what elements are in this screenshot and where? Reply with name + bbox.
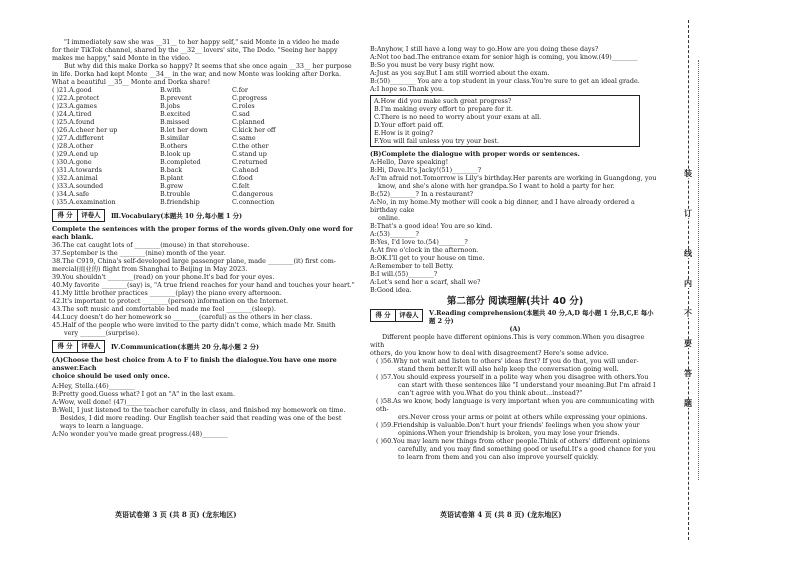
reading-item: opinions.When your friendship is broken, you may lose your friends. (398, 429, 620, 437)
reading-item: to learn from them and you can also improve yourself quickly. (398, 453, 599, 461)
reading-items (370, 357, 660, 461)
option-number-a: ( )31.A.towards (52, 166, 102, 174)
choice-box (370, 95, 640, 147)
reading-item: can start with these sentences like "I understand your meaning.But I'm afraid I (398, 381, 656, 389)
margin-char: 要 (679, 340, 697, 348)
vocab-item: mercial(商业的) flight from Shanghai to Beijing in May 2023. (52, 265, 248, 273)
option-row (52, 142, 357, 150)
margin-char: 答 (679, 370, 697, 378)
option-c: C.dangerous (232, 190, 273, 198)
option-row (52, 174, 357, 182)
vocab-item: 43.The soft music and comfortable bed made me feel ________(sleep). (52, 305, 276, 313)
part-title: 第二部分 阅读理解(共计 40 分) (446, 296, 584, 307)
reading-item: stand them better.It will also help keep the conversation going well. (398, 365, 619, 373)
choice-option: C.There is no need to worry about your exam at all. (374, 113, 542, 121)
vocab-item: 38.The C919, China's self-developed large passenger plane, made ________(it) first com- (52, 257, 336, 265)
choice-option: A.How did you make such great progress? (374, 97, 512, 105)
reading-item: ( )60.You may learn new things from other people.Think of others' different opinions (376, 437, 650, 445)
grader-label: 评卷人 (81, 211, 101, 219)
score-label: 得 分 (53, 210, 78, 221)
dialogue-line: A:I hope so.Thank you. (370, 85, 445, 93)
option-c: C.the other (232, 142, 269, 150)
comm-instruction: (A)Choose the best choice from A to F to finish the dialogue.You have one more answer.Each (52, 356, 337, 372)
dialogue-line: B:That's a good idea! You are so kind. (370, 222, 493, 230)
option-number-a: ( )28.A.other (52, 142, 94, 150)
vocab-header (52, 206, 357, 225)
vocab-item: 40.My favorite ________(say) is, "A true friend reaches for your hand and touches your heart." (52, 281, 355, 289)
reading-item: carefully, and you may find something good or useful.It's a good chance for you (398, 445, 656, 453)
option-b: B.look up (160, 150, 191, 158)
option-c: C.connection (232, 198, 275, 206)
option-c: C.roles (232, 102, 255, 110)
dialogue-line: A:Hello, Dave speaking! (370, 158, 449, 166)
binding-margin (668, 20, 708, 540)
vocab-item: 44.Lucy doesn't do her homework so ________(careful) as the others in her class. (52, 313, 313, 321)
cloze-options (52, 86, 357, 206)
option-row (52, 118, 357, 126)
margin-char: 不 (679, 310, 697, 318)
option-b: B.back (160, 166, 183, 174)
passage-line: in life. Dorka had kept Monte __34__ in the war, and now Monte was looking after Dorka. (52, 70, 342, 78)
vocab-item: 41.My little brother practices ________(play) the piano every afternoon. (52, 289, 282, 297)
vocab-item: 37.September is the ________(nine) month of the year. (52, 249, 226, 257)
option-number-a: ( )26.A.cheer her up (52, 126, 118, 134)
dialogue-line: B:Well, I just listened to the teacher carefully in class, and finished my homework on time. (52, 406, 346, 414)
option-b: B.similar (160, 134, 190, 142)
grader-label: 评卷人 (81, 342, 101, 350)
dialogue-b-instruction: (B)Complete the dialogue with proper words or sentences. (370, 150, 580, 158)
dialogue-line: A:Not too bad.The entrance exam for senior high is coming, you know.(49)________ (370, 53, 638, 61)
option-number-a: ( )23.A.games (52, 102, 97, 110)
dialogue-line: B:So you must be very busy right now. (370, 61, 495, 69)
dialogue-line: A:I'm afraid not.Tomorrow is Lily's birthday.Her parents are working in Guangdong, you (370, 174, 657, 182)
score-label: 得 分 (53, 341, 78, 352)
option-c: C.same (232, 134, 256, 142)
left-page (52, 38, 357, 438)
option-c: C.for (232, 86, 248, 94)
dialogue-line: B:Pretty good.Guess what? I got an "A" in the last exam. (52, 390, 235, 398)
dialogue-line: online. (378, 214, 400, 222)
dialogue-line: B:Hi, Dave.It's Jacky!(51)________? (370, 166, 482, 174)
reading-item: ( )59.Friendship is valuable.Don't hurt your friends' feelings when you show your (376, 421, 640, 429)
reading-item: ( )57.You should express yourself in a polite way when you disagree with others.You (376, 373, 649, 381)
option-number-a: ( )25.A.found (52, 118, 95, 126)
option-b: B.friendship (160, 198, 200, 206)
option-b: B.grew (160, 182, 184, 190)
option-row (52, 166, 357, 174)
option-row (52, 182, 357, 190)
choice-option: B.I'm making every effort to prepare for it. (374, 105, 513, 113)
dialogue-line: A:(53)________? (370, 230, 419, 238)
option-number-a: ( )35.A.examination (52, 198, 116, 206)
vocab-item: 36.The cat caught lots of ________(mouse) in that storehouse. (52, 241, 250, 249)
passage-line: for their TikTok channel, shared by the __32__ lovers' site, The Dodo. "Seeing her happy (52, 46, 338, 54)
dialogue-line: B:I will.(55)________? (370, 270, 438, 278)
option-row (52, 198, 357, 206)
comm-header (52, 337, 357, 356)
dialogue-line: A:Hey, Stella.(46)________ (52, 382, 135, 390)
dialogue-line: B:(50)________ You are a top student in your class.You're sure to get an ideal grade. (370, 77, 640, 85)
passage-line: makes me happy," said Monte in the video. (52, 54, 191, 62)
dialogue-line: B:(52)________? In a restaurant? (370, 190, 474, 198)
option-number-a: ( )22.A.protect (52, 94, 100, 102)
reading-item: ( )56.Why not wait and listen to others' ideas first? If you do that, you will under- (376, 357, 639, 365)
dialogue-line: A:Just as you say.But I am still worried about the exam. (370, 69, 550, 77)
right-page (370, 45, 660, 461)
option-c: C.stand up (232, 150, 267, 158)
option-b: B.excited (160, 110, 191, 118)
vocab-item: 39.You shouldn't ________(read) on your phone.It's bad for your eyes. (52, 273, 275, 281)
option-number-a: ( )29.A.end up (52, 150, 99, 158)
option-row (52, 102, 357, 110)
margin-char: 订 (679, 210, 697, 218)
option-row (52, 134, 357, 142)
passage-line: What a beautiful __35__ Monte and Dorka share! (52, 78, 211, 86)
reading-heading: Ⅴ.Reading comprehension(本题共 40 分,A,D 每小题 1 分,B,C,E 每小题 2 分) (429, 309, 654, 325)
vocab-item: 42.It's important to protect ________(person) information on the Internet. (52, 297, 289, 305)
option-c: C.ahead (232, 166, 259, 174)
option-number-a: ( )24.A.tired (52, 110, 92, 118)
option-row (52, 110, 357, 118)
dialogue-line: A:No, in my home.My mother will cook a big dinner, and I have already ordered a birthday cake (370, 198, 635, 214)
dialogue-line: A:Remember to tell Betty. (370, 262, 454, 270)
score-label: 得 分 (371, 310, 396, 321)
option-row (52, 150, 357, 158)
option-c: C.planned (232, 118, 265, 126)
section-a-label: (A) (509, 325, 521, 333)
passage-line: But why did this make Dorka so happy? It seems that she once again __33__ her purpose (64, 62, 352, 70)
option-number-a: ( )21.A.good (52, 86, 92, 94)
option-c: C.food (232, 174, 253, 182)
dialogue-b (370, 158, 660, 294)
option-b: B.plant (160, 174, 184, 182)
option-b: B.with (160, 86, 181, 94)
vocab-instruction: Complete the sentences with the proper forms of the words given.Only one word for each blank. (52, 225, 353, 241)
margin-char: 装 (679, 170, 697, 178)
reading-item: ers.Never cross your arms or point at others while expressing your opinions. (398, 413, 648, 421)
page-footer-right: 英语试卷第 4 页 (共 8 页) (龙东地区) (440, 510, 562, 519)
vocab-items (52, 241, 357, 337)
comm-dialogue (52, 382, 357, 438)
option-number-a: ( )34.A.safe (52, 190, 90, 198)
margin-char: 内 (679, 280, 697, 288)
reading-item: can't agree with you.What do you think about...instead?" (398, 389, 583, 397)
option-row (52, 94, 357, 102)
dialogue-line: Besides, I did more reading. Our English teacher said that reading was one of the best (60, 414, 342, 422)
vocab-heading: Ⅲ.Vocabulary(本题共 10 分,每小题 1 分) (111, 211, 243, 220)
option-number-a: ( )30.A.gone (52, 158, 92, 166)
dialogue-line: A:No wonder you've made great progress.(48)________ (52, 430, 228, 438)
option-b: B.jobs (160, 102, 180, 110)
comm-heading: Ⅳ.Communication(本题共 20 分,每小题 2 分) (111, 342, 260, 351)
dialogue-line: ways to learn a language. (60, 422, 144, 430)
option-b: B.let her down (160, 126, 208, 134)
dialogue-line: know, and she's alone with her grandpa.So I want to hold a party for her. (378, 182, 615, 190)
cloze-passage (52, 38, 357, 86)
dialogue-line: A:At five o'clock in the afternoon. (370, 246, 479, 254)
passage-line: "I immediately saw she was __31__ to her happy self," said Monte in a video he made (64, 38, 340, 46)
margin-char: 题 (679, 400, 697, 408)
option-b: B.prevent (160, 94, 192, 102)
score-box (52, 340, 105, 353)
reading-item: ( )58.As we know, body language is very important when you are communicating with oth- (376, 397, 655, 413)
option-row (52, 126, 357, 134)
option-b: B.trouble (160, 190, 191, 198)
reading-header (370, 309, 660, 325)
option-c: C.returned (232, 158, 268, 166)
option-b: B.others (160, 142, 188, 150)
comm-instruction: choice should be used only once. (52, 372, 170, 380)
choice-option: D.Your effort paid off. (374, 121, 444, 129)
dialogue-line: A:Wow, well done! (47)________ (52, 398, 153, 406)
option-row (52, 86, 357, 94)
option-number-a: ( )33.A.sounded (52, 182, 104, 190)
dotted-edge-line (698, 60, 699, 480)
dialogue-line: B:Anyhow, I still have a long way to go.How are you doing these days? (370, 45, 599, 53)
grader-label: 评卷人 (399, 311, 419, 319)
margin-char: 线 (679, 250, 697, 258)
page-footer-left: 英语试卷第 3 页 (共 8 页) (龙东地区) (115, 510, 237, 519)
choice-option: E.How is it going? (374, 129, 434, 137)
option-row (52, 190, 357, 198)
dialogue-line: B:Yes, I'd love to.(54)________? (370, 238, 468, 246)
dialogue-line: B:OK.I'll get to your house on time. (370, 254, 485, 262)
option-row (52, 158, 357, 166)
dialogue-line: A:Let's send her a scarf, shall we? (370, 278, 481, 286)
vocab-item: very ________(surprise). (64, 329, 140, 337)
reading-intro: Different people have different opinions.This is very common.When you disagree with (370, 333, 645, 349)
option-c: C.progress (232, 94, 268, 102)
dialogue-line: B:Good idea. (370, 286, 412, 294)
option-number-a: ( )32.A.animal (52, 174, 98, 182)
option-c: C.sad (232, 110, 250, 118)
option-b: B.completed (160, 158, 201, 166)
option-number-a: ( )27.A.different (52, 134, 104, 142)
score-box (52, 209, 105, 222)
choice-option: F.You will fail unless you try your best. (374, 137, 499, 145)
reading-intro: others, do you know how to deal with disagreement? Here's some advice. (370, 349, 609, 357)
vocab-item: 45.Half of the people who were invited to the party didn't come, which made Mr. Smith (52, 321, 336, 329)
option-c: C.kick her off (232, 126, 276, 134)
option-c: C.felt (232, 182, 250, 190)
option-b: B.missed (160, 118, 190, 126)
score-box (370, 309, 423, 322)
